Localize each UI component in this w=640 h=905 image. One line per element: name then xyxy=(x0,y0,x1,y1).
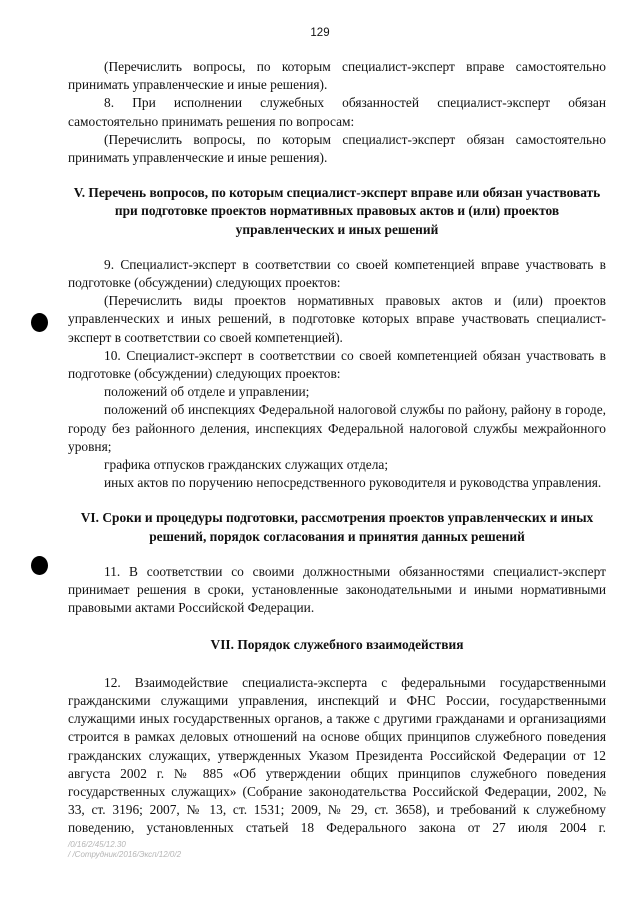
paragraph: графика отпусков гражданских служащих отдела; xyxy=(104,457,389,473)
footer-stamp xyxy=(68,840,181,860)
section-heading: V. Перечень вопросов, по которым специалист-эксперт вправе или обязан участвовать при подготовке проектов нормативных правовых актов и (или) проектов управленческих и иных решений xyxy=(73,185,601,237)
paragraph: (Перечислить виды проектов нормативных правовых актов и (или) проектов управленческих и иных решений, в подготовке которых вправе участвовать специалист-эксперт в соответствии со своей компетенцией). xyxy=(68,293,606,345)
paragraph: (Перечислить вопросы, по которым специалист-эксперт обязан самостоятельно принимать управленческие и иные решения). xyxy=(68,131,606,166)
paragraph: 10. Специалист-эксперт в соответствии со своей компетенцией обязан участвовать в подготовке (обсуждении) следующих проектов: xyxy=(68,347,606,382)
paragraph: иных актов по поручению непосредственного руководителя и руководства управления. xyxy=(104,475,602,491)
section-heading: VI. Сроки и процедуры подготовки, рассмотрения проектов управленческих и иных решений, порядок согласования и принятия данных решений xyxy=(80,510,594,544)
footer-stamp-line: / /Сотрудник/2016/Эксп/12/0/2 xyxy=(68,850,182,859)
paragraph: 12. Взаимодействие специалиста-эксперта с федеральными государственными гражданскими служащими управления, инспекций и ФНС России, государственными служащими иных государственных органов, а также с другими гражданами и организациями строится в рамках деловых отношений на основе общих принципов служебного поведения гражданских служащих, утвержденных Указом Президента Российской Федерации от 12 августа 2002 г. № 885 «Об утверждении общих принципов служебного поведения государственных служащих» (Собрание законодательства Российской Федерации, 2002, № 33, ст. 3196; 2007, № 13, ст. 1531; 2009, № 29, ст. 3658), и требований к служебному поведению, установленных статьей 18 Федерального закона от 27 июля 2004 г. xyxy=(68,674,606,836)
paragraph: 8. При исполнении служебных обязанностей специалист-эксперт обязан самостоятельно принимать решения по вопросам: xyxy=(68,95,606,129)
document-body xyxy=(68,58,606,838)
page-number: 129 xyxy=(310,27,330,39)
paragraph: 9. Специалист-эксперт в соответствии со своей компетенцией вправе участвовать в подготовке (обсуждении) следующих проектов: xyxy=(68,256,606,291)
paragraph: положений об отделе и управлении; xyxy=(104,384,310,400)
section-heading: VII. Порядок служебного взаимодействия xyxy=(210,637,464,653)
punch-hole xyxy=(31,313,48,332)
paragraph: 11. В соответствии со своими должностными обязанностями специалист-эксперт принимает решения в сроки, установленные законодательными и иными нормативными правовыми актами Российской Федерации. xyxy=(68,563,606,616)
paragraph: положений об инспекциях Федеральной налоговой службы по району, району в городе, городу без районного деления, инспекциях Федеральной налоговой службы межрайонного уровня; xyxy=(68,402,606,454)
paragraph: (Перечислить вопросы, по которым специалист-эксперт вправе самостоятельно принимать управленческие и иные решения). xyxy=(68,59,606,93)
punch-hole xyxy=(31,556,48,575)
footer-stamp-line: /0/16/2/45/12.30 xyxy=(68,840,126,849)
